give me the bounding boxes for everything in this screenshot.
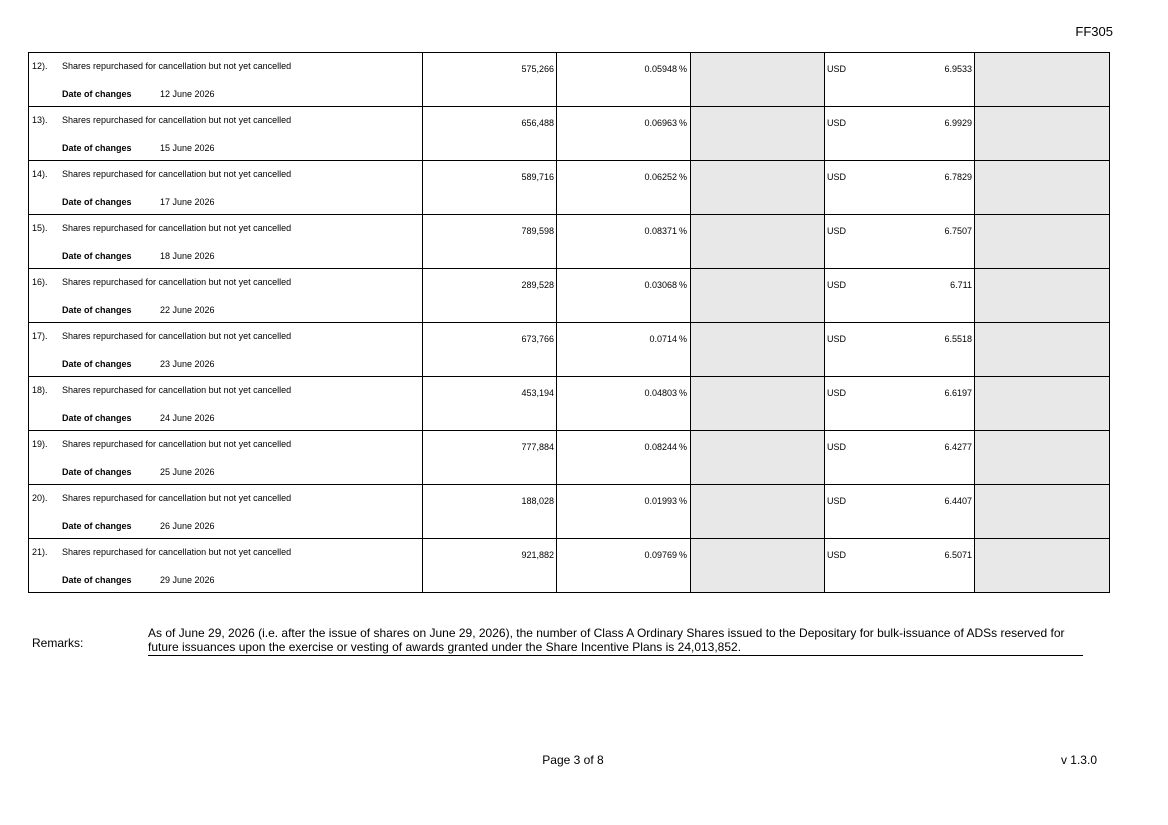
date-of-changes-value: 17 June 2026 bbox=[160, 197, 215, 207]
date-of-changes-label: Date of changes bbox=[62, 359, 132, 369]
price-value: 6.7829 bbox=[944, 172, 972, 182]
table-row bbox=[29, 377, 1110, 431]
row-description: Shares repurchased for cancellation but not yet cancelled bbox=[62, 61, 292, 71]
price-value: 6.6197 bbox=[944, 388, 972, 398]
shares-value: 656,488 bbox=[521, 118, 554, 128]
table-row bbox=[29, 161, 1110, 215]
shares-cell bbox=[423, 215, 557, 269]
row-number: 14). bbox=[32, 169, 48, 179]
price-value: 6.9929 bbox=[944, 118, 972, 128]
row-number: 12). bbox=[32, 61, 48, 71]
remarks-label: Remarks: bbox=[32, 636, 84, 650]
date-of-changes-label: Date of changes bbox=[62, 413, 132, 423]
description-cell bbox=[29, 539, 423, 593]
shaded-cell bbox=[691, 377, 825, 431]
percent-value: 0.09769 bbox=[644, 550, 677, 560]
price-cell bbox=[825, 377, 975, 431]
date-of-changes-value: 25 June 2026 bbox=[160, 467, 215, 477]
shares-value: 589,716 bbox=[521, 172, 554, 182]
row-number: 18). bbox=[32, 385, 48, 395]
shares-value: 289,528 bbox=[521, 280, 554, 290]
table-row bbox=[29, 539, 1110, 593]
percent-value: 0.08244 bbox=[644, 442, 677, 452]
price-value: 6.5071 bbox=[944, 550, 972, 560]
shares-value: 789,598 bbox=[521, 226, 554, 236]
date-of-changes-value: 18 June 2026 bbox=[160, 251, 215, 261]
share-changes-table bbox=[28, 52, 1110, 593]
date-of-changes-value: 29 June 2026 bbox=[160, 575, 215, 585]
row-number: 21). bbox=[32, 547, 48, 557]
date-of-changes-value: 12 June 2026 bbox=[160, 89, 215, 99]
price-value: 6.4277 bbox=[944, 442, 972, 452]
description-cell bbox=[29, 53, 423, 107]
shaded-cell bbox=[691, 539, 825, 593]
date-of-changes-label: Date of changes bbox=[62, 197, 132, 207]
percent-value: 0.05948 bbox=[644, 64, 677, 74]
shaded-cell bbox=[975, 485, 1110, 539]
table-row bbox=[29, 53, 1110, 107]
row-description: Shares repurchased for cancellation but not yet cancelled bbox=[62, 115, 292, 125]
date-of-changes-label: Date of changes bbox=[62, 575, 132, 585]
price-value: 6.7507 bbox=[944, 226, 972, 236]
percent-cell bbox=[557, 323, 691, 377]
shaded-cell bbox=[691, 269, 825, 323]
table-row bbox=[29, 107, 1110, 161]
row-description: Shares repurchased for cancellation but not yet cancelled bbox=[62, 547, 292, 557]
percent-sign: % bbox=[678, 496, 687, 506]
shaded-cell bbox=[975, 377, 1110, 431]
description-cell bbox=[29, 485, 423, 539]
page-number: Page 3 of 8 bbox=[542, 753, 604, 767]
shaded-cell bbox=[975, 323, 1110, 377]
shares-cell bbox=[423, 323, 557, 377]
description-cell bbox=[29, 431, 423, 485]
price-cell bbox=[825, 161, 975, 215]
row-description: Shares repurchased for cancellation but not yet cancelled bbox=[62, 493, 292, 503]
row-description: Shares repurchased for cancellation but not yet cancelled bbox=[62, 223, 292, 233]
percent-sign: % bbox=[678, 64, 687, 74]
currency-value: USD bbox=[827, 226, 847, 236]
currency-value: USD bbox=[827, 172, 847, 182]
shaded-cell bbox=[975, 539, 1110, 593]
shares-value: 188,028 bbox=[521, 496, 554, 506]
description-cell bbox=[29, 269, 423, 323]
row-description: Shares repurchased for cancellation but not yet cancelled bbox=[62, 169, 292, 179]
percent-sign: % bbox=[678, 550, 687, 560]
shaded-cell bbox=[691, 107, 825, 161]
table-row bbox=[29, 323, 1110, 377]
currency-value: USD bbox=[827, 118, 847, 128]
shares-cell bbox=[423, 107, 557, 161]
percent-value: 0.04803 bbox=[644, 388, 677, 398]
description-cell bbox=[29, 107, 423, 161]
shares-cell bbox=[423, 431, 557, 485]
row-number: 15). bbox=[32, 223, 48, 233]
percent-sign: % bbox=[678, 442, 687, 452]
shares-value: 453,194 bbox=[521, 388, 554, 398]
date-of-changes-label: Date of changes bbox=[62, 251, 132, 261]
price-value: 6.711 bbox=[950, 280, 972, 290]
percent-value: 0.01993 bbox=[644, 496, 677, 506]
date-of-changes-label: Date of changes bbox=[62, 305, 132, 315]
description-cell bbox=[29, 215, 423, 269]
shares-cell bbox=[423, 53, 557, 107]
percent-sign: % bbox=[678, 334, 687, 344]
percent-value: 0.0714 bbox=[649, 334, 677, 344]
percent-cell bbox=[557, 539, 691, 593]
shaded-cell bbox=[975, 53, 1110, 107]
table-row bbox=[29, 269, 1110, 323]
currency-value: USD bbox=[827, 280, 847, 290]
currency-value: USD bbox=[827, 550, 847, 560]
percent-cell bbox=[557, 485, 691, 539]
shares-value: 575,266 bbox=[521, 64, 554, 74]
remarks-text: As of June 29, 2026 (i.e. after the issue of shares on June 29, 2026), the number of Class A Ordinary Shares issued to the Depositary for bulk-issuance of ADSs reserved for future issuances upon the exercise or vesting of awards granted under the Share Incentive Plans is 24,013,852. bbox=[148, 626, 1083, 656]
shaded-cell bbox=[975, 431, 1110, 485]
currency-value: USD bbox=[827, 64, 847, 74]
description-cell bbox=[29, 323, 423, 377]
table-row bbox=[29, 485, 1110, 539]
row-description: Shares repurchased for cancellation but not yet cancelled bbox=[62, 277, 292, 287]
shares-cell bbox=[423, 161, 557, 215]
row-description: Shares repurchased for cancellation but not yet cancelled bbox=[62, 331, 292, 341]
date-of-changes-value: 24 June 2026 bbox=[160, 413, 215, 423]
price-cell bbox=[825, 53, 975, 107]
description-cell bbox=[29, 377, 423, 431]
percent-value: 0.03068 bbox=[644, 280, 677, 290]
price-cell bbox=[825, 269, 975, 323]
price-cell bbox=[825, 431, 975, 485]
percent-value: 0.06252 bbox=[644, 172, 677, 182]
date-of-changes-value: 22 June 2026 bbox=[160, 305, 215, 315]
percent-cell bbox=[557, 431, 691, 485]
currency-value: USD bbox=[827, 334, 847, 344]
row-number: 20). bbox=[32, 493, 48, 503]
price-value: 6.5518 bbox=[944, 334, 972, 344]
percent-sign: % bbox=[678, 280, 687, 290]
shaded-cell bbox=[975, 161, 1110, 215]
shaded-cell bbox=[975, 215, 1110, 269]
date-of-changes-label: Date of changes bbox=[62, 89, 132, 99]
date-of-changes-value: 15 June 2026 bbox=[160, 143, 215, 153]
table-row bbox=[29, 215, 1110, 269]
price-cell bbox=[825, 539, 975, 593]
row-description: Shares repurchased for cancellation but not yet cancelled bbox=[62, 439, 292, 449]
date-of-changes-label: Date of changes bbox=[62, 521, 132, 531]
description-cell bbox=[29, 161, 423, 215]
form-code: FF305 bbox=[1075, 24, 1113, 39]
percent-value: 0.08371 bbox=[644, 226, 677, 236]
currency-value: USD bbox=[827, 388, 847, 398]
shares-value: 673,766 bbox=[521, 334, 554, 344]
price-value: 6.4407 bbox=[944, 496, 972, 506]
currency-value: USD bbox=[827, 442, 847, 452]
row-description: Shares repurchased for cancellation but not yet cancelled bbox=[62, 385, 292, 395]
percent-sign: % bbox=[678, 118, 687, 128]
percent-sign: % bbox=[678, 172, 687, 182]
shaded-cell bbox=[691, 161, 825, 215]
row-number: 19). bbox=[32, 439, 48, 449]
shaded-cell bbox=[691, 215, 825, 269]
shaded-cell bbox=[691, 53, 825, 107]
percent-cell bbox=[557, 269, 691, 323]
shaded-cell bbox=[975, 107, 1110, 161]
date-of-changes-value: 26 June 2026 bbox=[160, 521, 215, 531]
price-cell bbox=[825, 215, 975, 269]
shaded-cell bbox=[691, 485, 825, 539]
currency-value: USD bbox=[827, 496, 847, 506]
date-of-changes-value: 23 June 2026 bbox=[160, 359, 215, 369]
percent-cell bbox=[557, 377, 691, 431]
shares-cell bbox=[423, 485, 557, 539]
percent-cell bbox=[557, 53, 691, 107]
percent-cell bbox=[557, 107, 691, 161]
table-row bbox=[29, 431, 1110, 485]
price-value: 6.9533 bbox=[944, 64, 972, 74]
shares-value: 777,884 bbox=[521, 442, 554, 452]
shares-cell bbox=[423, 269, 557, 323]
percent-cell bbox=[557, 215, 691, 269]
version-label: v 1.3.0 bbox=[1060, 753, 1097, 767]
percent-value: 0.06963 bbox=[644, 118, 677, 128]
price-cell bbox=[825, 323, 975, 377]
price-cell bbox=[825, 107, 975, 161]
date-of-changes-label: Date of changes bbox=[62, 143, 132, 153]
price-cell bbox=[825, 485, 975, 539]
percent-cell bbox=[557, 161, 691, 215]
row-number: 16). bbox=[32, 277, 48, 287]
shares-value: 921,882 bbox=[521, 550, 554, 560]
shaded-cell bbox=[691, 431, 825, 485]
percent-sign: % bbox=[678, 226, 687, 236]
percent-sign: % bbox=[678, 388, 687, 398]
shaded-cell bbox=[691, 323, 825, 377]
row-number: 17). bbox=[32, 331, 48, 341]
row-number: 13). bbox=[32, 115, 48, 125]
shares-cell bbox=[423, 377, 557, 431]
date-of-changes-label: Date of changes bbox=[62, 467, 132, 477]
shaded-cell bbox=[975, 269, 1110, 323]
shares-cell bbox=[423, 539, 557, 593]
